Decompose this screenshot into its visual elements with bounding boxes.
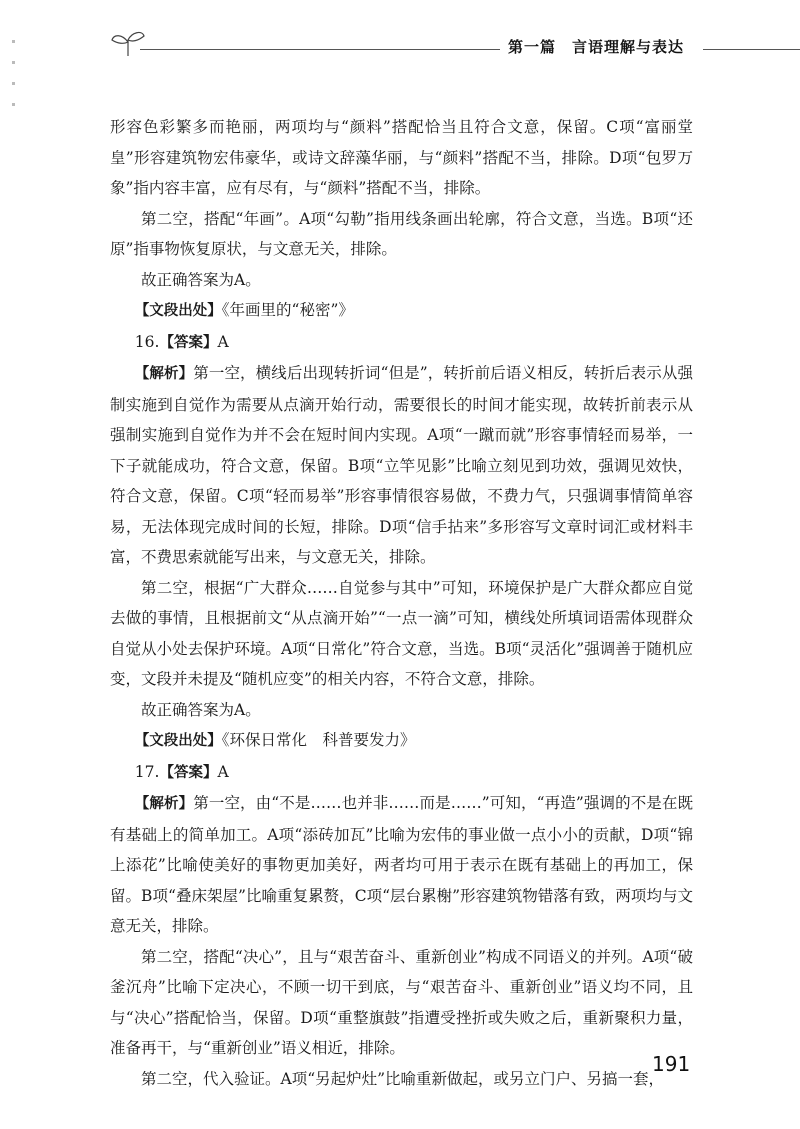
question-number: 17.	[134, 762, 160, 781]
paragraph: 第二空，搭配“年画”。A项“勾勒”指用线条画出轮廓，符合文意，当选。B项“还原”指事物恢复原状，与文意无关，排除。	[110, 209, 693, 258]
paragraph: 第二空，搭配“决心”，且与“艰苦奋斗、重新创业”构成不同语义的并列。A项“破釜沉舟”比喻下定决心，不顾一切干到底，与“艰苦奋斗、重新创业”语义均不同，且与“决心”搭配恰当，保留。D项“重整旗鼓”指遭受挫折或失败之后，重新聚积力量，准备再干，与“重新创业”语义相近，排除。	[110, 947, 693, 1057]
answer-line: 16.【答案】A	[134, 332, 229, 351]
source-line: 【文段出处】《年画里的“秘密”》	[134, 301, 354, 319]
conclusion-line: 故正确答案为A。	[141, 700, 261, 719]
margin-marks	[12, 40, 16, 130]
header-rule-left	[140, 49, 500, 50]
analysis-paragraph: 【解析】第一空，由“不是……也并非……而是……”可知，“再造”强调的不是在既有基础上的简单加工。A项“添砖加瓦”比喻为宏伟的事业做一点小小的贡献，D项“锦上添花”比喻使美好的事物更加美好，两者均可用于表示在既有基础上的再加工，保留。B项“叠床架屋”比喻重复累赘，C项“层台累榭”形容建筑物错落有致，两项均与文意无关，排除。	[110, 794, 694, 935]
source-label: 【文段出处】	[134, 733, 222, 749]
page-number: 191	[652, 1052, 691, 1076]
conclusion-line: 故正确答案为A。	[141, 270, 261, 289]
paragraph: 第二空，代入验证。A项“另起炉灶”比喻重新做起，或另立门户、另搞一套，	[141, 1069, 665, 1088]
page-body	[110, 112, 693, 1094]
question-number: 16.	[134, 332, 160, 351]
answer-label: 【答案】	[159, 334, 218, 351]
analysis-label: 【解析】	[134, 366, 194, 382]
paragraph: 形容色彩繁多而艳丽，两项均与“颜料”搭配恰当且符合文意，保留。C项“富丽堂皇”形容建筑物宏伟豪华，或诗文辞藻华丽，与“颜料”搭配不当，排除。D项“包罗万象”指内容丰富，应有尽有，与“颜料”搭配不当，排除。	[110, 118, 693, 197]
sprout-icon	[108, 28, 148, 58]
analysis-label: 【解析】	[134, 796, 194, 812]
answer-line: 17.【答案】A	[134, 762, 229, 781]
analysis-paragraph: 【解析】第一空，横线后出现转折词“但是”，转折前后语义相反，转折后表示从强制实施到自觉作为需要从点滴开始行动，需要很长的时间才能实现，故转折前表示从强制实施到自觉作为并不会在短时间内实现。A项“一蹴而就”形容事情轻而易举，一下子就能成功，符合文意，保留。B项“立竿见影”比喻立刻见到功效，强调见效快，符合文意，保留。C项“轻而易举”形容事情很容易做，不费力气，只强调事情简单容易，无法体现完成时间的长短，排除。D项“信手拈来”多形容写文章时词汇或材料丰富，不费思索就能写出来，与文意无关，排除。	[110, 364, 694, 566]
header-rule-right	[703, 49, 800, 50]
paragraph: 第二空，根据“广大群众……自觉参与其中”可知，环境保护是广大群众都应自觉去做的事情，且根据前文“从点滴开始”“一点一滴”可知，横线处所填词语需体现群众自觉从小处去保护环境。A项“日常化”符合文意，当选。B项“灵活化”强调善于随机应变，文段并未提及“随机应变”的相关内容，不符合文意，排除。	[110, 578, 693, 688]
source-label: 【文段出处】	[134, 303, 222, 319]
answer-label: 【答案】	[159, 764, 218, 781]
running-header	[108, 28, 800, 68]
header-title: 第一篇 言语理解与表达	[508, 38, 685, 56]
source-line: 【文段出处】《环保日常化 科普要发力》	[134, 731, 416, 749]
